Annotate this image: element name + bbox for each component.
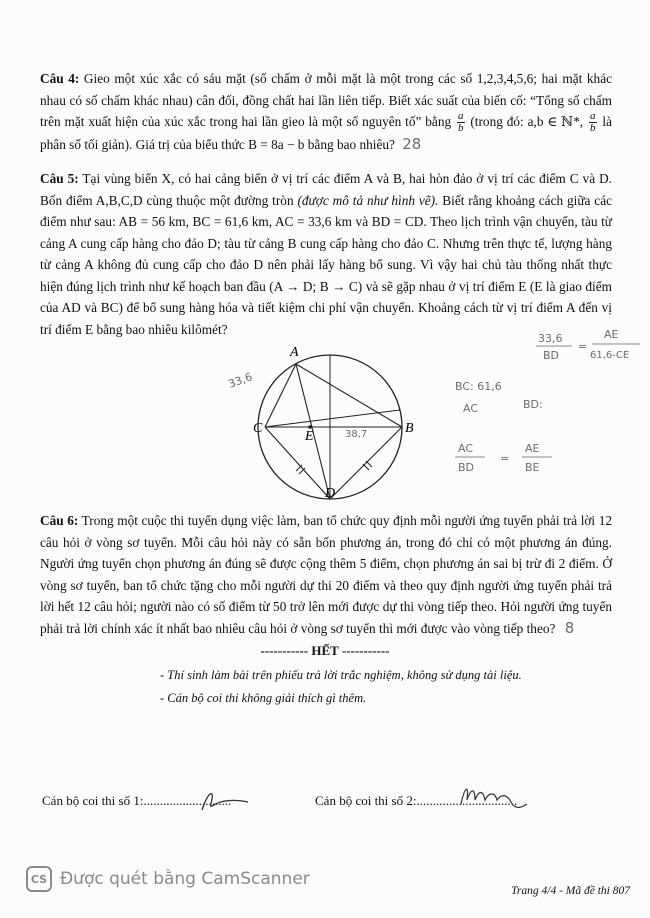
hw-right-6: AC [463,402,479,415]
segment-chord [265,410,400,427]
hw-left: 33,6 [226,370,255,391]
camscanner-text: Được quét bằng CamScanner [60,869,310,889]
question-4-text-a: Gieo một xúc xắc có sáu mặt (số chấm ở mỗi mặt là một trong các số 1,2,3,4,5,6; hai mặt khác nhau có số chấm khác nhau) cân đối, đồng chất hai lần liên tiếp. Biết xác suất của biến cố: “Tổng số chấm trên mặt xuất hiện của xúc xắc trong hai lần gieo là một số nguyên tố” bằng [40,71,613,129]
question-5-text-italic: (được mô tả như hình vẽ). [297,192,439,208]
note-1: - Thí sinh làm bài trên phiếu trả lời trắc nghiệm, không sử dụng tài liệu. [160,668,522,682]
question-6-label: Câu 6: [40,513,79,528]
label-e: E [305,429,314,444]
hw-right-1: 33,6 [538,332,563,345]
label-c: C [253,421,263,436]
label-a: A [290,345,299,360]
question-4-label: Câu 4: [40,71,80,86]
question-5-label: Câu 5: [40,171,79,186]
question-5 [40,168,612,340]
label-d: D [325,486,336,501]
question-4-handwritten-answer: 28 [402,135,422,154]
hw-right-5: BC: 61,6 [455,380,502,393]
proctor-2-signature-mark [455,780,535,816]
tick-bd-2 [366,461,372,467]
hw-right-3: AE [604,330,619,341]
hw-mid: 38,7 [345,429,368,440]
camscanner-logo: CS [26,866,52,892]
label-b: B [405,421,414,436]
question-4-text-c: là phân số tối giản). Giá trị của biểu thức B = 8a − b bằng bao nhiêu? [40,114,613,153]
camscanner-watermark [26,866,310,892]
segment-cd [265,427,330,499]
hw-right-10: AE [525,442,540,455]
hw-equals-1: = [578,340,588,353]
proctor-2-signature-line: Cán bộ coi thi số 2:............................... [315,793,518,808]
question-6 [40,510,612,639]
hw-right-8: AC [458,442,474,455]
question-6-text: Trong một cuộc thi tuyển dụng việc làm, ban tổ chức quy định mỗi người ứng tuyển phải trả lời 12 câu hỏi ở vòng sơ tuyển. Mỗi câu hỏi này có sẵn bốn phương án, trong đó chỉ có một phương án đúng. Người ứng tuyển chọn phương án đúng sẽ được cộng thêm 5 điểm, chọn phương án sai bị trừ đi 2 điểm. Ở vòng sơ tuyển, ban tổ chức tặng cho mỗi người dự thi 20 điểm và theo quy định người ứng tuyển phải trả lời hết 12 câu hỏi; người nào có số điểm từ 50 trở lên mới được dự thi vòng tiếp theo. Hỏi người ứng tuyển phải trả lời chính xác ít nhất bao nhiêu câu hỏi ở vòng sơ tuyển thì mới được vào vòng tiếp theo? [40,513,613,636]
page-number: Trang 4/4 - Mã đề thi 807 [511,885,630,897]
segment-ac [265,364,296,427]
hw-right-2: BD [543,349,560,362]
hw-right-11: BE [525,461,540,474]
circle-diagram [0,330,650,505]
note-2: - Cán bộ coi thi không giải thích gì thêm. [160,691,367,705]
hw-right-7: BD: [523,398,543,411]
segment-ab [296,364,402,427]
question-6-handwritten-answer: 8 [564,618,575,637]
question-4 [40,68,612,156]
hw-equals-2: = [500,452,510,465]
tick-cd-1 [296,465,302,471]
fraction-a-over-b-2: $\frac{a}{b}$ [590,110,596,135]
question-4-text-b: (trong đó: a,b ∈ ℕ*, [470,114,584,129]
hw-right-4: 61,6-CE [590,350,630,361]
tick-bd-1 [363,464,369,470]
question-5-text-b: Biết rằng khoảng cách giữa các điểm như sau: AB = 56 km, BC = 61,6 km, AC = 33,6 km và BD = CD. Theo lịch trình vận chuyển, tàu từ cảng A cung cấp hàng cho đảo D; tàu từ cảng B cung cấp hàng cho đảo C. Nhưng trên thực tế, lượng hàng từ cảng A không đủ cung cấp cho đảo D nên phải lấy hàng bổ sung. Vì vậy hai chủ tàu thống nhất thực hiện đúng lịch trình như kế hoạch ban đầu (A → D; B → C) và sẽ gặp nhau ở vị trí điểm E (E là giao điểm của AD và BC) để bổ sung hàng hóa và tiết kiệm chi phí vận chuyển. Khoảng cách từ vị trí điểm A đến vị trí điểm E bằng bao nhiêu kilômét? [40,192,612,337]
end-mark: ----------- HẾT ----------- [260,643,390,658]
fraction-a-over-b: $\frac{a}{b}$ [458,110,464,135]
question-5-text-a: Tại vùng biển X, có hai cảng biển ở vị trí các điểm A và B, hai hòn đảo ở vị trí các điểm C và D. Bốn điểm A,B,C,D cùng thuộc một đường tròn [40,171,612,208]
proctor-1-signature-line: Cán bộ coi thi số 1:........................... [42,793,232,808]
proctor-1-signature-mark [198,788,258,812]
hw-right-9: BD [458,461,475,474]
